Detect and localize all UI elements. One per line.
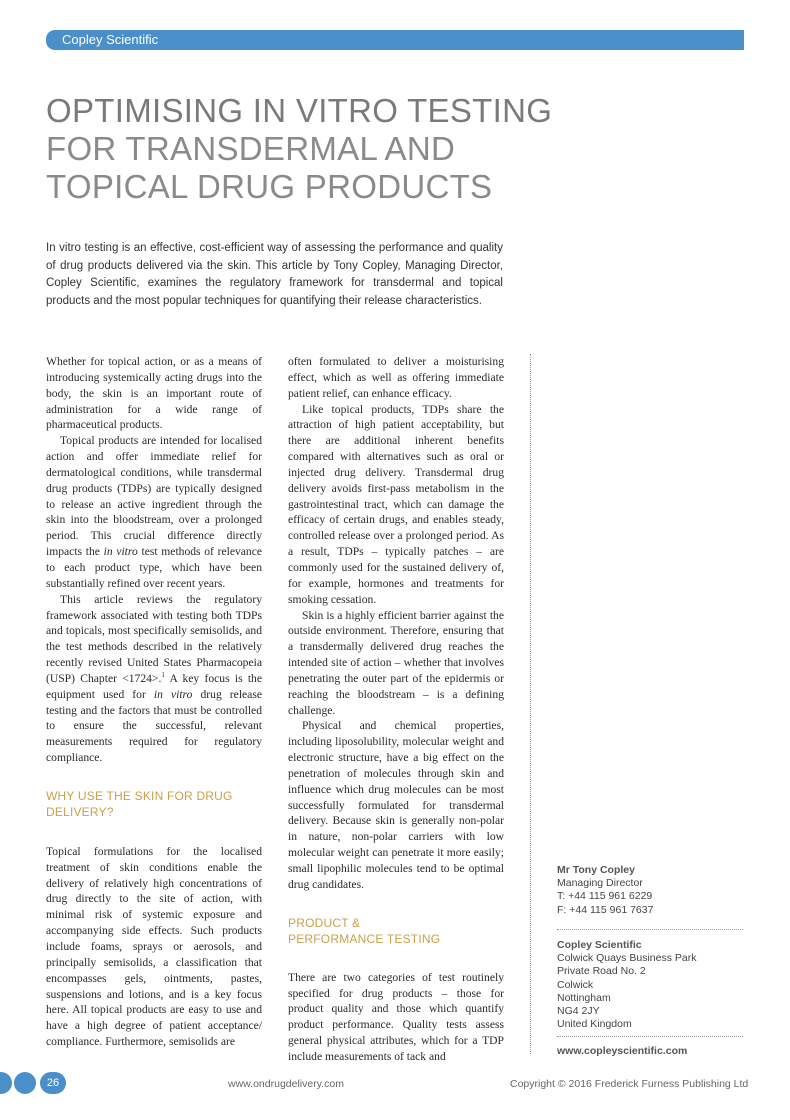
column-divider: [530, 354, 531, 1054]
paragraph: Physical and chemical properties, including liposolubility, molecular weight and electronic structure, have a big effect on the penetration of molecules through skin and influence which drug molecules can be most successfully formulated for transdermal delivery. Because skin is generally non-polar in nature, non-polar carriers with low molecular weight can penetrate it more easily; small lipophilic molecules tend to be optimal drug candidates.: [288, 719, 504, 891]
address-line: Colwick: [557, 978, 594, 991]
header-banner: [46, 30, 744, 50]
paragraph: Like topical products, TDPs share the attraction of high patient acceptability, but there are additional inherent benefits compared with alternatives such as oral or injected drug delivery. Transdermal drug delivery avoids first-pass metabolism in the gastrointestinal tract, which can damage the efficacy of certain drugs, and enables steady, controlled release over a prolonged period. As a result, TDPs – typically patches – are commonly used for the sustained delivery of, for example, hormones and treatments for smoking cessation.: [288, 402, 504, 606]
decor-dot: [0, 1072, 12, 1094]
paragraph: Topical products are intended for localised action and offer immediate relief for dermatological conditions, while transdermal drug products (TDPs) are typically designed to release an active ingredient through the skin into the bloodstream, over a prolonged period. This crucial difference directly impacts the in vitro test methods of relevance to each product type, which have been substantially refined over recent years.: [46, 434, 263, 590]
divider: [557, 929, 743, 930]
article-title: [46, 92, 666, 206]
footnote-ref[interactable]: 1: [161, 671, 165, 680]
title-line-3: TOPICAL DRUG PRODUCTS: [46, 168, 493, 205]
author-name: Mr Tony Copley: [557, 864, 635, 876]
author-fax: F: +44 115 961 7637: [557, 903, 654, 916]
address-line: United Kingdom: [557, 1018, 632, 1031]
paragraph: often formulated to deliver a moisturising effect, which as well as offering immediate patient relief, can enhance efficacy.: [288, 355, 504, 400]
section-heading: PRODUCT &: [288, 915, 361, 930]
author-tel: T: +44 115 961 6229: [557, 890, 653, 903]
paragraph: Whether for topical action, or as a means of introducing systemically acting drugs into the body, the skin is an important route of administration for a wide range of pharmaceutical products.: [46, 355, 262, 432]
title-line-1: OPTIMISING IN VITRO TESTING: [46, 92, 553, 129]
page-footer: [0, 1072, 790, 1096]
address-line: Private Road No. 2: [557, 965, 646, 978]
author-contact: [557, 864, 757, 917]
address-line: Nottingham: [557, 991, 611, 1004]
column-1: [46, 354, 262, 1050]
company-address: [557, 939, 757, 1031]
page-number: 26: [40, 1072, 66, 1094]
decor-dot: [14, 1072, 36, 1094]
paragraph: There are two categories of test routinely specified for drug products – those for product quality and those which quantify product performance. Quality tests assess general physical attributes, which for a TDP include measurements of tack and: [288, 970, 504, 1063]
section-heading: PERFORMANCE TESTING: [288, 931, 441, 946]
address-line: Colwick Quays Business Park: [557, 952, 697, 965]
column-2: [288, 354, 504, 1065]
address-line: NG4 2JY: [557, 1005, 600, 1018]
paragraph: This article reviews the regulatory framework associated with testing both TDPs and topicals, most specifically semisolids, and the test methods described in the relatively recently revised United States Pharmacopeia (USP) Chapter <1724>.$^1$ A key focus is the equipment used for in vitro drug release testing and the factors that must be controlled to ensure the successful, relevant measurements required for regulatory compliance.: [46, 592, 262, 765]
paragraph: Skin is a highly efficient barrier against the outside environment. Therefore, ensuring that a transdermally delivered drug reaches the intended site of action – whether that involves penetrating the outer part of the epidermis or reaching the bloodstream – is a defining challenge.: [288, 608, 504, 717]
divider: [557, 1036, 743, 1037]
footer-url-link[interactable]: www.ondrugdelivery.com: [228, 1078, 344, 1090]
author-role: Managing Director: [557, 877, 643, 890]
lead-paragraph: In vitro testing is an effective, cost-efficient way of assessing the performance and quality of drug products delivered via the skin. This article by Tony Copley, Managing Director, Copley Scientific, examines the regulatory framework for transdermal and topical products and the most popular techniques for quantifying their release characteristics.: [46, 242, 503, 307]
footer-copyright: Copyright © 2016 Frederick Furness Publishing Ltd: [510, 1078, 749, 1090]
title-line-2: FOR TRANSDERMAL AND: [46, 130, 456, 167]
company-name: Copley Scientific: [557, 939, 642, 951]
company-website-link[interactable]: www.copleyscientific.com: [557, 1045, 688, 1057]
section-heading: WHY USE THE SKIN FOR DRUG DELIVERY?: [46, 788, 233, 819]
paragraph: Topical formulations for the localised treatment of skin conditions enable the delivery of relatively high concentrations of drug directly to the site of action, with minimal risk of systemic exposure and accompanying side effects. Such products include foams, sprays or aerosols, and principally semisolids, a classification that encompasses gels, ointments, pastes, suspensions and lotions, and is a key focus here. All topical products are easy to use and have a high degree of patient acceptance/ compliance. Furthermore, semisolids are: [46, 844, 262, 1049]
brand-label: Copley Scientific: [62, 32, 159, 47]
